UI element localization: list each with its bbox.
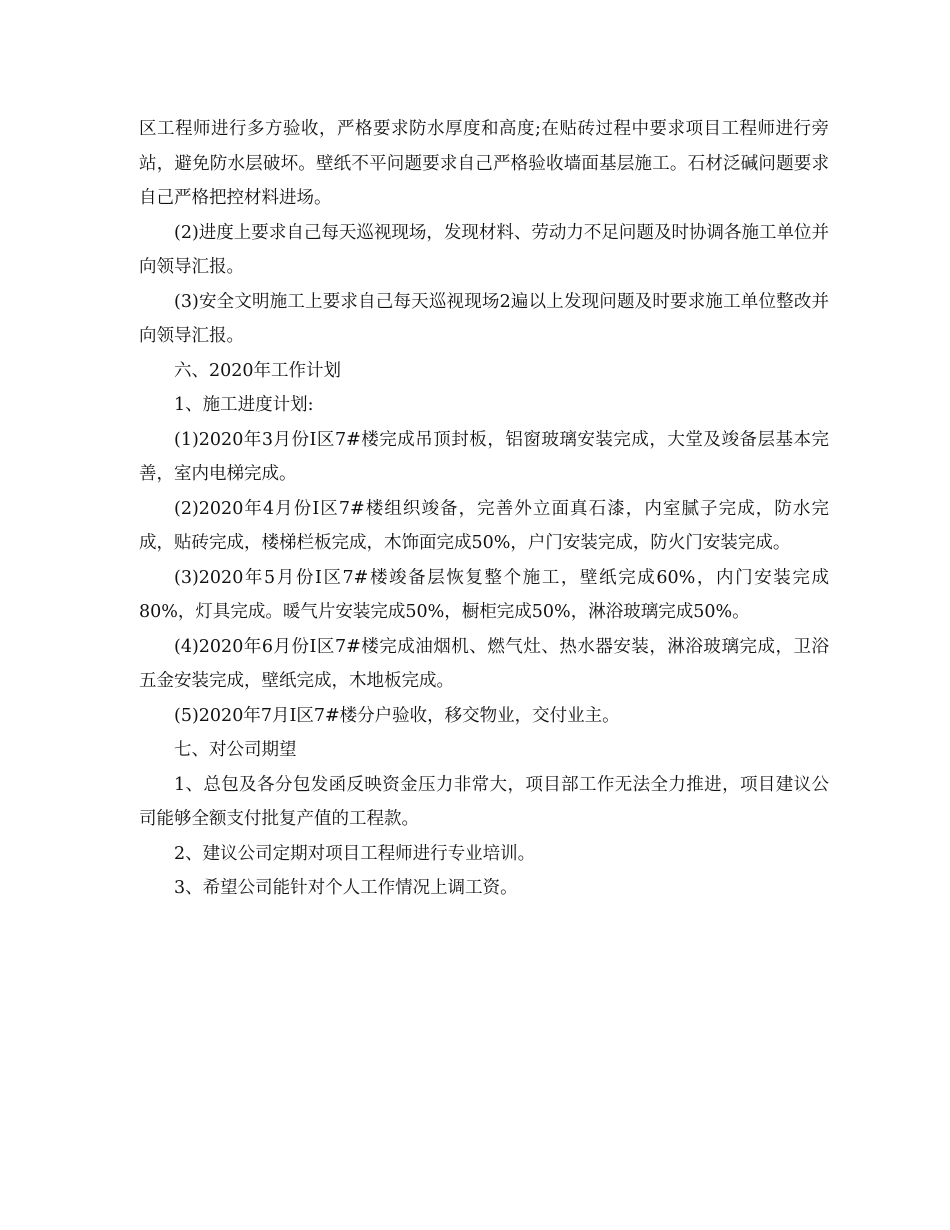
- document-body: [139, 112, 829, 906]
- plan-item-june: (4)2020年6月份Ⅰ区7#楼完成油烟机、燃气灶、热水器安装，淋浴玻璃完成，卫浴五金安装完成，壁纸完成，木地板完成。: [139, 636, 829, 691]
- plan-item-march: (1)2020年3月份Ⅰ区7#楼完成吊顶封板，铝窗玻璃安装完成，大堂及竣备层基本完善，室内电梯完成。: [139, 429, 829, 484]
- expectation-item-salary: 3、希望公司能针对个人工作情况上调工资。: [174, 878, 518, 898]
- paragraph-inspection-continued: 区工程师进行多方验收，严格要求防水厚度和高度;在贴砖过程中要求项目工程师进行旁站，避免防水层破坏。壁纸不平问题要求自己严格验收墙面基层施工。石材泛碱问题要求自己严格把控材料进场。: [139, 119, 829, 208]
- subheading-construction-schedule: 1、施工进度计划:: [174, 395, 314, 415]
- plan-item-april: (2)2020年4月份Ⅰ区7#楼组织竣备，完善外立面真石漆，内室腻子完成，防水完成，贴砖完成，楼梯栏板完成，木饰面完成50%，户门安装完成，防火门安装完成。: [139, 498, 829, 553]
- expectation-item-training: 2、建议公司定期对项目工程师进行专业培训。: [174, 843, 536, 864]
- expectation-item-funding: 1、总包及各分包发函反映资金压力非常大，项目部工作无法全力推进，项目建议公司能够全额支付批复产值的工程款。: [139, 774, 829, 829]
- section-heading-work-plan: 六、2020年工作计划: [174, 360, 342, 381]
- plan-item-july: (5)2020年7月Ⅰ区7#楼分户验收，移交物业，交付业主。: [174, 705, 620, 726]
- section-heading-company-expectations: 七、对公司期望: [174, 740, 297, 760]
- paragraph-safety-requirement: (3)安全文明施工上要求自己每天巡视现场2遍以上发现问题及时要求施工单位整改并向领导汇报。: [139, 291, 829, 346]
- paragraph-progress-requirement: (2)进度上要求自己每天巡视现场，发现材料、劳动力不足问题及时协调各施工单位并向领导汇报。: [139, 222, 829, 277]
- plan-item-may: (3)2020年5月份Ⅰ区7#楼竣备层恢复整个施工，壁纸完成60%，内门安装完成80%，灯具完成。暖气片安装完成50%，橱柜完成50%，淋浴玻璃完成50%。: [139, 567, 829, 622]
